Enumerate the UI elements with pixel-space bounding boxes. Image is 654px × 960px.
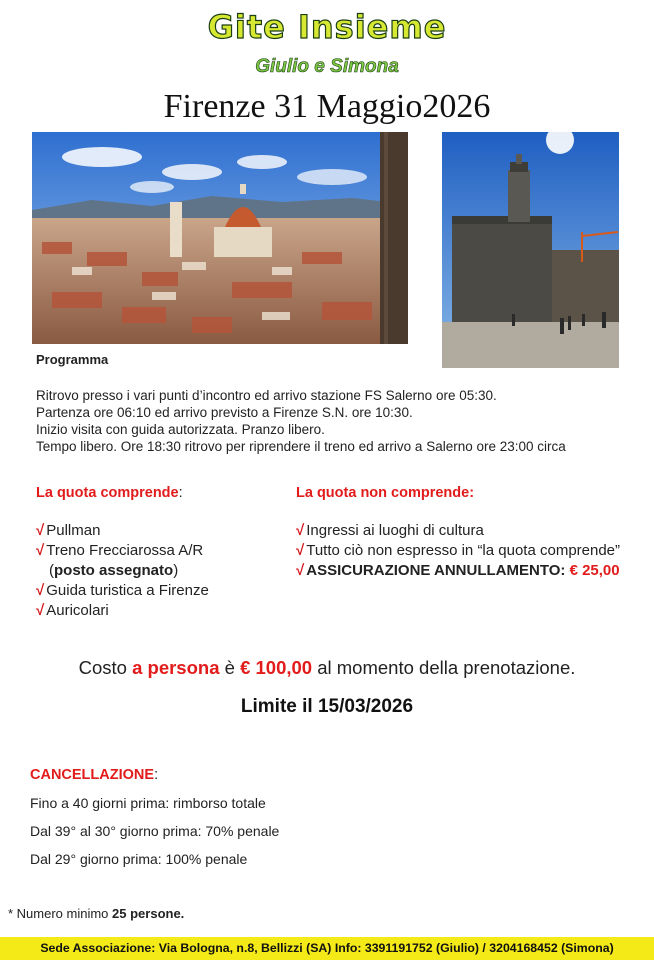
program-line: Tempo libero. Ore 18:30 ritrovo per riprendere il treno ed arrivo a Salerno ore 23:00 circa [36,439,566,454]
page-title: Firenze 31 Maggio2026 [163,88,491,125]
minimum-count: 25 persone. [112,906,185,921]
included-heading-colon: : [178,485,183,501]
list-item [296,521,651,541]
list-item [296,561,651,581]
list-item [36,541,286,561]
minimum-prefix: * Numero minimo [8,906,113,921]
cost-per-person: a persona [132,657,220,678]
brand-logo-text: Gite Insieme [207,8,447,46]
booking-deadline: Limite il 15/03/2026 [240,696,414,717]
insurance-price: € 25,00 [569,562,620,579]
program-line: Inizio visita con guida autorizzata. Pranzo libero. [36,422,325,437]
checkmark-icon: √ [296,522,305,539]
checkmark-icon: √ [36,522,45,539]
seat-note-close: ) [173,562,179,579]
footer-contact-bar: Sede Associazione: Via Bologna, n.8, Bellizzi (SA) Info: 3391191752 (Giulio) / 3204168452 (Simona) [0,937,654,960]
cancellation-rules [30,789,430,873]
cost-prefix: Costo [78,657,133,678]
checkmark-icon: √ [36,542,45,559]
cancellation-heading-label: CANCELLAZIONE [30,767,155,783]
list-item [296,541,651,561]
seat-note-open: ( [49,562,54,579]
included-item: Treno Frecciarossa A/R [46,542,204,559]
included-item: Pullman [46,522,101,539]
palazzo-vecchio-photo [442,132,619,368]
cost-suffix: al momento della prenotazione. [312,657,576,678]
cancellation-heading-colon: : [154,767,159,783]
included-item: Auricolari [46,602,109,619]
minimum-participants [8,906,184,921]
included-heading-label: La quota comprende [36,485,179,501]
cancellation-heading [30,767,158,783]
excluded-heading: La quota non comprende: [296,485,475,501]
program-heading: Programma [36,352,109,367]
included-list [36,521,286,621]
checkmark-icon: √ [36,582,45,599]
cancellation-rule: Dal 29° giorno prima: 100% penale [30,851,248,867]
cancellation-rule: Fino a 40 giorni prima: rimborso totale [30,795,266,811]
cost-line [0,657,654,679]
list-item [36,521,286,541]
insurance-label: ASSICURAZIONE ANNULLAMENTO: [306,562,570,579]
program-line: Partenza ore 06:10 ed arrivo previsto a Firenze S.N. ore 10:30. [36,405,413,420]
checkmark-icon: √ [296,542,305,559]
seat-note-line [36,561,286,581]
included-heading [36,485,183,501]
excluded-item: Ingressi ai luoghi di cultura [306,522,484,539]
checkmark-icon: √ [36,602,45,619]
seat-note: posto assegnato [54,562,174,579]
excluded-item: Tutto ciò non espresso in “la quota comprende” [306,542,621,559]
cost-mid: è [219,657,241,678]
organizers-subtitle: Giulio e Simona [255,56,399,77]
florence-panorama-photo [32,132,408,344]
cost-price: € 100,00 [240,657,313,678]
cancellation-rule: Dal 39° al 30° giorno prima: 70% penale [30,823,280,839]
program-line: Ritrovo presso i vari punti d’incontro ed arrivo stazione FS Salerno ore 05:30. [36,388,497,403]
list-item [36,601,286,621]
list-item [36,581,286,601]
checkmark-icon: √ [296,562,305,579]
included-item: Guida turistica a Firenze [46,582,209,599]
program-text [36,387,636,455]
excluded-list [296,521,651,581]
